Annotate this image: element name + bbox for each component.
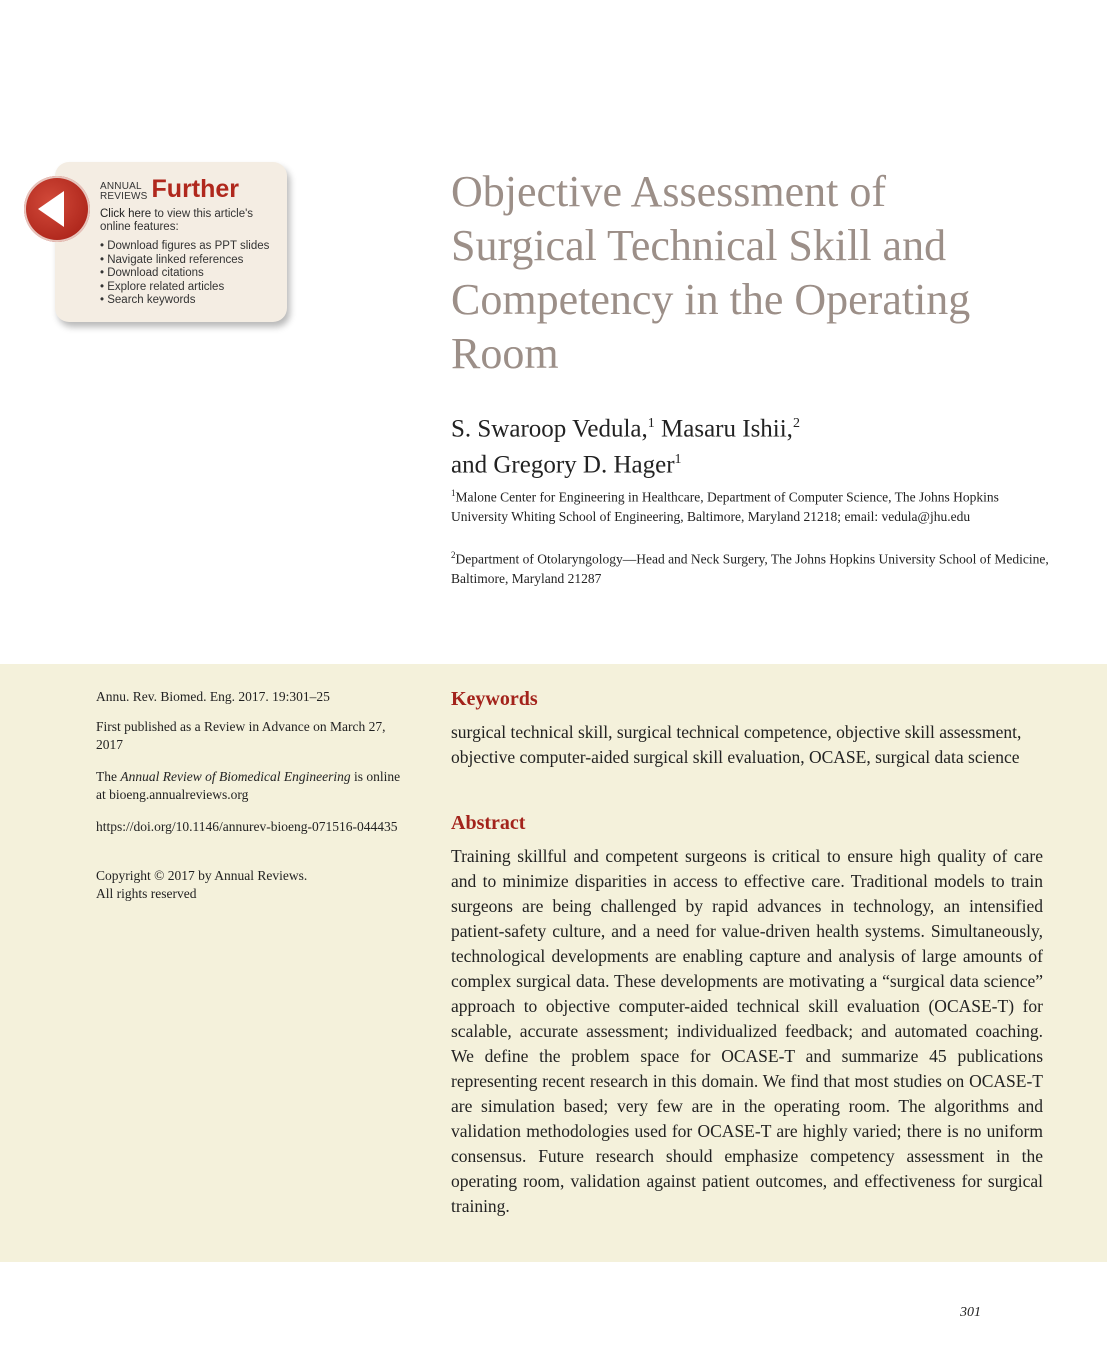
further-title: Further	[151, 175, 240, 203]
further-item-citations[interactable]: • Download citations	[100, 267, 269, 281]
further-item-related[interactable]: • Explore related articles	[100, 281, 269, 295]
further-header	[100, 176, 239, 202]
author-list: S. Swaroop Vedula,$^1$ Masaru Ishii,$^2$ and Gregory D. Hager$^1$	[451, 415, 800, 479]
page-number: 301	[960, 1305, 981, 1320]
affiliation-1: $^1$Malone Center for Engineering in Healthcare, Department of Computer Science, The Johns Hopkins University Whiting School of Engineering, Baltimore, Maryland 21218; email: vedula@jhu.edu	[451, 488, 999, 524]
abstract-heading: Abstract	[451, 812, 526, 834]
citation-line: Annu. Rev. Biomed. Eng. 2017. 19:301–25	[96, 689, 330, 704]
annual-reviews-logo: ANNUAL REVIEWS	[100, 181, 148, 202]
journal-online-note: The Annual Review of Biomedical Engineering is online at bioeng.annualreviews.org	[96, 769, 401, 802]
further-item-keywords[interactable]: • Search keywords	[100, 294, 269, 308]
doi-link[interactable]: https://doi.org/10.1146/annurev-bioeng-071516-044435	[96, 819, 398, 834]
first-published-note: First published as a Review in Advance on March 27, 2017	[96, 719, 386, 752]
keywords-heading: Keywords	[451, 688, 538, 710]
back-arrow-icon[interactable]	[24, 176, 90, 242]
further-item-references[interactable]: • Navigate linked references	[100, 254, 269, 268]
abstract-text: Training skillful and competent surgeons is critical to ensure high quality of care and to minimize disparities in access to effective care. Traditional models to train surgeons are being challenged by rapid advances in technology, an intensified patient-safety culture, and a need for value-driven health systems. Simultaneously, technological developments are enabling capture and analysis of large amounts of complex surgical data. These developments are motivating a “surgical data science” approach to objective computer-aided technical skill evaluation (OCASE-T) for scalable, accurate assessment; individualized feedback; and automated coaching. We define the problem space for OCASE-T and summarize 45 publications representing recent research in this domain. We find that most studies on OCASE-T are simulation based; very few are in the operating room. The algorithms and validation methodologies used for OCASE-T are highly varied; there is no uniform consensus. Future research should emphasize competency assessment in the operating room, validation against patient outcomes, and effectiveness for surgical training.	[451, 846, 1043, 1216]
further-click-text: Click here to view this article's online features:	[100, 208, 254, 233]
further-features-list	[100, 240, 269, 308]
further-item-ppt[interactable]: • Download figures as PPT slides	[100, 240, 269, 254]
affiliation-2: $^2$Department of Otolaryngology—Head and Neck Surgery, The Johns Hopkins University School of Medicine, Baltimore, Maryland 21287	[451, 550, 1049, 586]
article-title: Objective Assessment of Surgical Technical Skill and Competency in the Operating Room	[451, 167, 971, 378]
keywords-text: surgical technical skill, surgical technical competence, objective skill assessment, objective computer-aided surgical skill evaluation, OCASE, surgical data science	[451, 722, 1022, 767]
copyright-notice: Copyright © 2017 by Annual Reviews. All rights reserved	[96, 868, 308, 901]
click-here-link[interactable]: Click here	[100, 208, 152, 220]
